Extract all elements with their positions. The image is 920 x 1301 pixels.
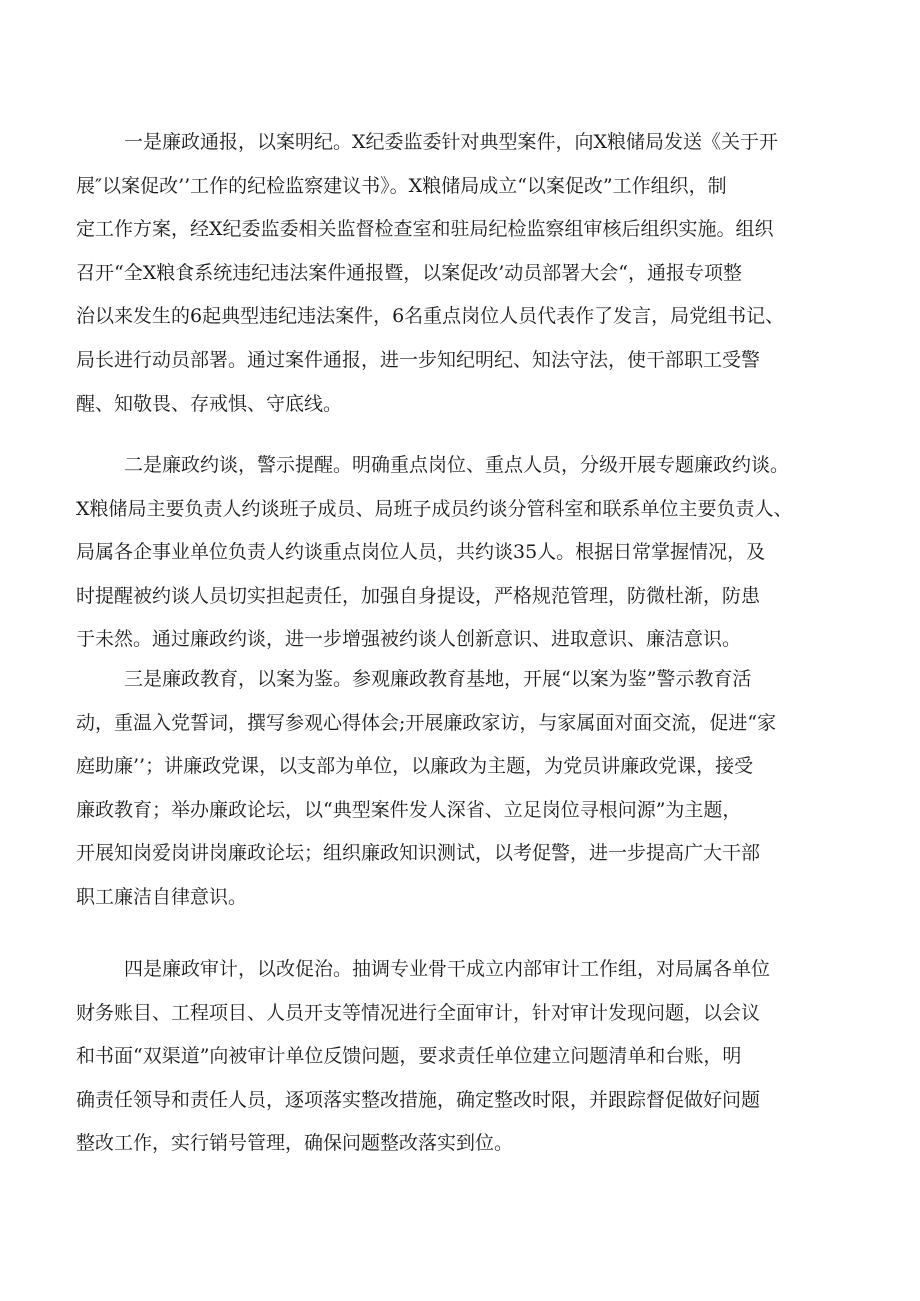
paragraph-line: 四是廉政审计，以改促治。抽调专业骨干成立内部审计工作组，对局属各单位 bbox=[124, 958, 771, 980]
paragraph-line: 治以来发生的6起典型违纪违法案件，6名重点岗位人员代表作了发言，局党组书记、 bbox=[76, 305, 785, 328]
paragraph-integrity-education bbox=[76, 658, 866, 920]
paragraph-line: 展″以案促改’’工作的纪检监察建议书》。X粮储局成立“以案促改”工作组织，制 bbox=[76, 174, 727, 197]
paragraph-line: 确责任领导和责任人员，逐项落实整改措施，确定整改时限，并跟踪督促做好问题 bbox=[76, 1088, 761, 1111]
paragraph-line: 廉政教育；举办廉政论坛，以“典型案件发人深省、立足岗位寻根问源”为主题， bbox=[76, 798, 742, 821]
paragraph-line: 和书面“双渠道”向被审计单位反馈问题，要求责任单位建立问题清单和台账，明 bbox=[76, 1045, 742, 1068]
paragraph-line: 财务账目、工程项目、人员开支等情况进行全面审计，针对审计发现问题，以会议 bbox=[76, 1001, 761, 1024]
paragraph-line: 醒、知敬畏、存戒惧、守底线。 bbox=[76, 392, 343, 415]
paragraph-line: 开展知岗爱岗讲岗廉政论坛；组织廉政知识测试，以考促警，进一步提高广大干部 bbox=[76, 842, 761, 865]
paragraph-integrity-talks bbox=[76, 444, 866, 662]
paragraph-line: 一是廉政通报，以案明纪。X纪委监委针对典型案件，向X粮储局发送《关于开 bbox=[124, 131, 779, 153]
paragraph-line: 局属各企事业单位负责人约谈重点岗位人员，共约谈35人。根据日常掌握情况，及 bbox=[76, 541, 766, 564]
paragraph-line: 于未然。通过廉政约谈，进一步增强被约谈人创新意识、进取意识、廉洁意识。 bbox=[76, 628, 742, 651]
paragraph-line: 职工廉洁自律意识。 bbox=[76, 885, 248, 908]
paragraph-line: 二是廉政约谈，警示提醒。明确重点岗位、重点人员，分级开展专题廉政约谈。 bbox=[124, 454, 790, 476]
paragraph-line: 三是廉政教育，以案为鉴。参观廉政教育基地，开展“以案为鉴”警示教育活 bbox=[124, 668, 752, 690]
paragraph-line: 时提醒被约谈人员切实担起责任，加强自身提设，严格规范管理，防微杜渐，防患 bbox=[76, 584, 761, 607]
paragraph-line: 整改工作，实行销号管理，确保问题整改落实到位。 bbox=[76, 1132, 514, 1155]
paragraph-line: X粮储局主要负责人约谈班子成员、局班子成员约谈分管科室和联系单位主要负责人、 bbox=[76, 497, 793, 520]
paragraph-line: 定工作方案，经X纪委监委相关监督检查室和驻局纪检监察组审核后组织实施。组织 bbox=[76, 218, 774, 241]
paragraph-integrity-audit bbox=[76, 948, 866, 1166]
paragraph-line: 动，重温入党誓词，撰写参观心得体会;开展廉政家访，与家属面对面交流，促进“家 bbox=[76, 711, 777, 734]
paragraph-line: 庭助廉’’；讲廉政党课，以支部为单位，以廉政为主题，为党员讲廉政党课，接受 bbox=[76, 755, 754, 778]
paragraph-line: 局长进行动员部署。通过案件通报，进一步知纪明纪、知法守法，使干部职工受警 bbox=[76, 348, 761, 371]
paragraph-line: 召开“全X粮食系统违纪违法案件通报暨，以案促改’动员部署大会“，通报专项整 bbox=[76, 261, 742, 284]
paragraph-case-notification bbox=[76, 121, 866, 426]
